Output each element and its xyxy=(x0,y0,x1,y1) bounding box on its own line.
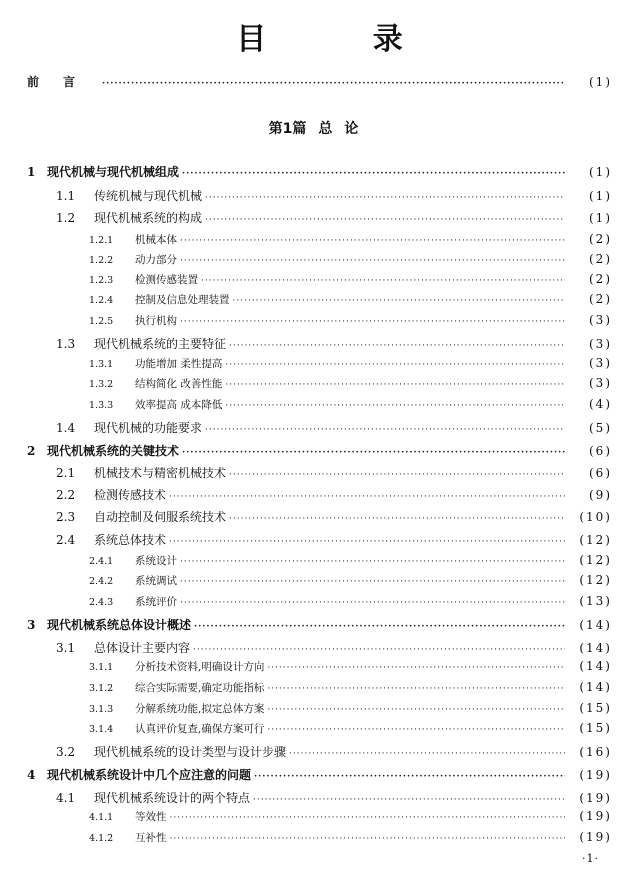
entry-page: (10) xyxy=(579,510,612,524)
entry-page: (6) xyxy=(589,444,612,458)
entry-number: 3.2 xyxy=(56,745,76,759)
entry-number: 4.1 xyxy=(56,791,76,805)
toc-entry[interactable] xyxy=(0,419,639,436)
entry-page: (2) xyxy=(589,272,612,286)
dot-leader xyxy=(205,193,565,203)
dot-leader xyxy=(229,514,565,524)
dot-leader xyxy=(267,663,565,673)
toc-entry[interactable] xyxy=(0,830,639,845)
entry-title: 认真评价复查,确保方案可行 xyxy=(135,723,265,735)
part-heading xyxy=(0,118,639,138)
entry-number: 1.1 xyxy=(56,189,76,203)
toc-entry[interactable] xyxy=(0,659,639,674)
entry-number: 2.2 xyxy=(56,488,76,502)
entry-number: 2.3 xyxy=(56,510,76,524)
dot-leader xyxy=(180,256,565,266)
entry-title: 现代机械系统总体设计概述 xyxy=(47,618,192,632)
dot-leader xyxy=(170,834,566,844)
entry-page: (3) xyxy=(589,356,612,370)
entry-page: (19) xyxy=(579,791,612,805)
entry-page: (3) xyxy=(589,337,612,351)
entry-number: 4.1.2 xyxy=(89,833,114,844)
toc-entry-preface[interactable] xyxy=(0,73,639,90)
toc-entry[interactable] xyxy=(0,272,639,287)
entry-title: 现代机械系统设计的两个特点 xyxy=(94,791,251,805)
entry-number: 3.1.2 xyxy=(89,683,114,694)
entry-title: 传统机械与现代机械 xyxy=(94,189,203,203)
entry-title: 现代机械系统的关键技术 xyxy=(47,444,180,458)
entry-page: (14) xyxy=(579,641,612,655)
entry-number: 1.3 xyxy=(56,337,76,351)
entry-title: 控制及信息处理装置 xyxy=(135,294,230,306)
toc-entry[interactable] xyxy=(0,701,639,716)
toc-entry[interactable] xyxy=(0,313,639,328)
entry-title: 系统设计 xyxy=(135,555,177,567)
entry-page: (12) xyxy=(579,573,612,587)
entry-page: (14) xyxy=(579,659,612,673)
dot-leader xyxy=(180,236,565,246)
entry-title: 自动控制及伺服系统技术 xyxy=(94,510,227,524)
entry-number: 1.4 xyxy=(56,421,76,435)
toc-entry[interactable] xyxy=(0,232,639,247)
entry-page: (15) xyxy=(579,701,612,715)
entry-page: (3) xyxy=(589,313,612,327)
dot-leader xyxy=(201,276,565,286)
dot-leader xyxy=(169,492,565,502)
entry-page: (19) xyxy=(579,809,612,823)
entry-number: 2 xyxy=(27,444,36,458)
entry-page: (5) xyxy=(589,421,612,435)
toc-entry[interactable] xyxy=(0,553,639,568)
entry-page: (2) xyxy=(589,252,612,266)
toc-entry[interactable] xyxy=(0,376,639,391)
page-number: ·1· xyxy=(582,852,599,865)
dot-leader xyxy=(233,296,566,306)
toc-entry[interactable] xyxy=(0,594,639,609)
toc-entry[interactable] xyxy=(0,789,639,806)
entry-page: (9) xyxy=(589,488,612,502)
dot-leader xyxy=(253,795,565,805)
entry-title: 系统评价 xyxy=(135,596,177,608)
toc-entry[interactable] xyxy=(0,766,639,783)
entry-page: (13) xyxy=(579,594,612,608)
toc-entry[interactable] xyxy=(0,743,639,760)
entry-number: 2.4.3 xyxy=(89,597,114,608)
entry-title: 分解系统功能,拟定总体方案 xyxy=(135,703,265,715)
dot-leader xyxy=(193,645,565,655)
dot-leader xyxy=(102,79,565,89)
entry-number: 1.3.1 xyxy=(89,359,114,370)
entry-title: 现代机械的功能要求 xyxy=(94,421,203,435)
toc-entry[interactable] xyxy=(0,486,639,503)
dot-leader xyxy=(170,813,566,823)
entry-page: (19) xyxy=(579,830,612,844)
entry-title: 检测传感技术 xyxy=(94,488,167,502)
entry-number: 3.1.1 xyxy=(89,662,114,673)
dot-leader xyxy=(229,341,565,351)
entry-page: (1) xyxy=(589,211,612,225)
dot-leader xyxy=(225,380,565,390)
toc-entry[interactable] xyxy=(0,252,639,267)
dot-leader xyxy=(267,725,565,735)
toc-entry[interactable] xyxy=(0,809,639,824)
toc-entry[interactable] xyxy=(0,335,639,352)
entry-number: 2.4 xyxy=(56,533,76,547)
dot-leader xyxy=(267,684,565,694)
toc-entry[interactable] xyxy=(0,616,639,633)
dot-leader xyxy=(180,557,565,567)
toc-entry[interactable] xyxy=(0,442,639,459)
entry-title: 结构简化 改善性能 xyxy=(135,378,223,390)
entry-page: (1) xyxy=(589,189,612,203)
toc-entry[interactable] xyxy=(0,721,639,736)
dot-leader xyxy=(180,317,565,327)
entry-page: (2) xyxy=(589,232,612,246)
entry-number: 1.2.4 xyxy=(89,295,114,306)
entry-page: (14) xyxy=(579,680,612,694)
entry-page: (19) xyxy=(579,768,612,782)
entry-number: 1.2.2 xyxy=(89,255,114,266)
entry-number: 1.3.3 xyxy=(89,400,114,411)
entry-title: 现代机械系统的主要特征 xyxy=(94,337,227,351)
toc-entry[interactable] xyxy=(0,464,639,481)
dot-leader xyxy=(205,215,565,225)
entry-title: 机械技术与精密机械技术 xyxy=(94,466,227,480)
toc-entry[interactable] xyxy=(0,209,639,226)
entry-number: 1.2.3 xyxy=(89,275,114,286)
dot-leader xyxy=(254,772,565,782)
entry-title: 互补性 xyxy=(135,832,167,844)
dot-leader xyxy=(289,749,565,759)
dot-leader xyxy=(225,360,565,370)
entry-number: 2.1 xyxy=(56,466,76,480)
entry-number: 1.2.1 xyxy=(89,235,114,246)
entry-page: (12) xyxy=(579,553,612,567)
dot-leader xyxy=(169,537,565,547)
toc-entry[interactable] xyxy=(0,356,639,371)
preface-page: (1) xyxy=(589,75,612,89)
entry-page: (6) xyxy=(589,466,612,480)
entry-title: 功能增加 柔性提高 xyxy=(135,358,223,370)
entry-page: (15) xyxy=(579,721,612,735)
dot-leader xyxy=(180,598,565,608)
part-title: 总论 xyxy=(318,121,371,137)
dot-leader xyxy=(182,169,565,179)
entry-number: 3.1.3 xyxy=(89,704,114,715)
entry-title: 现代机械与现代机械组成 xyxy=(47,165,180,179)
toc-entry[interactable] xyxy=(0,639,639,656)
dot-leader xyxy=(182,448,565,458)
preface-label: 前言 xyxy=(27,75,100,89)
entry-title: 分析技术资料,明确设计方向 xyxy=(135,661,265,673)
page-title: 目 录 xyxy=(236,22,451,57)
entry-page: (12) xyxy=(579,533,612,547)
entry-page: (1) xyxy=(589,165,612,179)
toc-entry[interactable] xyxy=(0,508,639,525)
dot-leader xyxy=(225,401,565,411)
entry-number: 2.4.1 xyxy=(89,556,114,567)
entry-page: (4) xyxy=(589,397,612,411)
entry-page: (3) xyxy=(589,376,612,390)
entry-title: 效率提高 成本降低 xyxy=(135,399,223,411)
toc-entry[interactable] xyxy=(0,163,639,180)
toc-entry[interactable] xyxy=(0,531,639,548)
entry-title: 执行机构 xyxy=(135,315,177,327)
entry-number: 1.2 xyxy=(56,211,76,225)
toc-entry[interactable] xyxy=(0,680,639,695)
entry-number: 3 xyxy=(27,618,36,632)
entry-page: (14) xyxy=(579,618,612,632)
entry-title: 系统调试 xyxy=(135,575,177,587)
entry-number: 3.1.4 xyxy=(89,724,114,735)
entry-title: 机械本体 xyxy=(135,234,177,246)
toc-entry[interactable] xyxy=(0,397,639,412)
toc-entry[interactable] xyxy=(0,573,639,588)
entry-title: 现代机械系统的设计类型与设计步骤 xyxy=(94,745,287,759)
entry-number: 1.2.5 xyxy=(89,316,114,327)
dot-leader xyxy=(267,705,565,715)
entry-number: 2.4.2 xyxy=(89,576,114,587)
toc-entry[interactable] xyxy=(0,292,639,307)
entry-number: 4 xyxy=(27,768,36,782)
dot-leader xyxy=(194,622,565,632)
entry-number: 3.1 xyxy=(56,641,76,655)
entry-number: 1.3.2 xyxy=(89,379,114,390)
entry-title: 检测传感装置 xyxy=(135,274,198,286)
dot-leader xyxy=(229,470,565,480)
part-label: 第1篇 xyxy=(268,121,307,137)
dot-leader xyxy=(205,425,565,435)
dot-leader xyxy=(180,577,565,587)
toc-entry[interactable] xyxy=(0,187,639,204)
entry-title: 现代机械系统的构成 xyxy=(94,211,203,225)
entry-title: 动力部分 xyxy=(135,254,177,266)
entry-title: 综合实际需要,确定功能指标 xyxy=(135,682,265,694)
entry-page: (16) xyxy=(579,745,612,759)
entry-number: 4.1.1 xyxy=(89,812,114,823)
entry-number: 1 xyxy=(27,165,36,179)
entry-page: (2) xyxy=(589,292,612,306)
entry-title: 现代机械系统设计中几个应注意的问题 xyxy=(47,768,252,782)
entry-title: 等效性 xyxy=(135,811,167,823)
entry-title: 总体设计主要内容 xyxy=(94,641,191,655)
entry-title: 系统总体技术 xyxy=(94,533,167,547)
